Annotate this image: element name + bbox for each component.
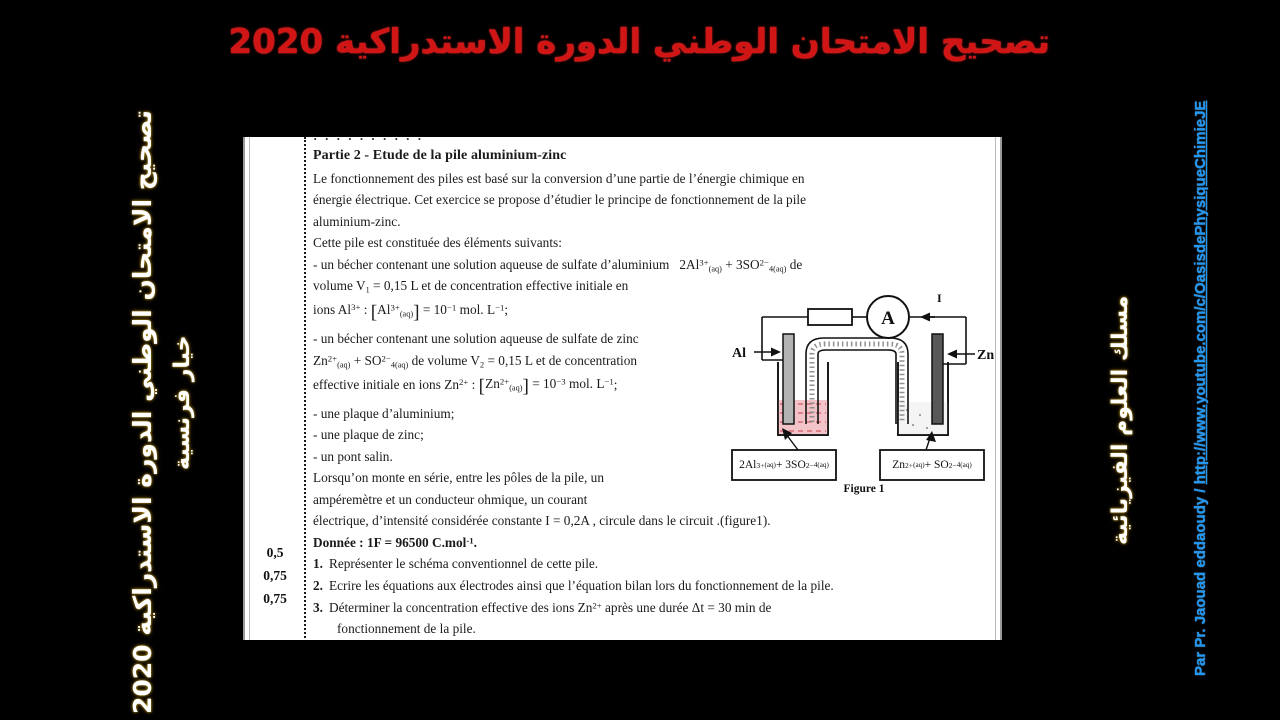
question-number-1: 1. — [313, 556, 323, 572]
volume-2-index: 2 — [480, 360, 485, 370]
box-right-symbol: Zn — [892, 459, 906, 471]
figure-caption: Figure 1 — [843, 483, 885, 495]
question-3-tail: de — [758, 599, 772, 615]
volume-2-value: = 0,15 L — [487, 352, 533, 368]
cut-off-text-line: · · · · · · · · · · — [313, 131, 424, 146]
label-zn-arrow — [947, 350, 975, 359]
bullet-aluminium-sulfate — [313, 254, 992, 276]
formula-aluminium-sulfate — [673, 257, 790, 272]
zn-conc-value: = 10 — [532, 376, 557, 392]
zn-conc-charge: 2+ — [499, 376, 510, 387]
bullet-al-lead: - un bécher contenant une solution aqueuse de sulfate d’aluminium — [313, 256, 670, 272]
al-conc-unit-exponent: −1 — [495, 302, 505, 313]
zn-bracket-close: ] — [522, 376, 529, 398]
current-label: I — [937, 291, 942, 305]
faraday-exponent: -1 — [466, 535, 474, 546]
data-line — [313, 532, 992, 554]
so4-charge: 2− — [759, 257, 769, 268]
electrode-left-label: Al — [732, 346, 746, 361]
bullet-al-tail: de — [789, 256, 803, 272]
zn-so4-state: 4(aq) — [390, 360, 409, 370]
question-3-zn-charge: 2+ — [592, 599, 602, 610]
al-conc-unit: mol. L — [459, 301, 496, 317]
zn-so4-charge: 2− — [381, 353, 391, 364]
zn-volume-text: de volume — [411, 352, 468, 368]
zn-bracket-open: [ — [478, 376, 486, 398]
intro-line-2: énergie électrique. Cet exercice se propose d’étudier le principe de fonctionnement de la pile — [313, 192, 806, 208]
question-3-mid: après une durée — [605, 599, 689, 615]
section-heading: Partie 2 - Etude de la pile aluminium-zinc — [313, 148, 567, 163]
zn-conc-exponent: −3 — [556, 376, 566, 387]
box-right-charge: 2+ — [905, 460, 914, 470]
mark-value-q2: 0,75 — [263, 568, 287, 583]
current-arrow — [920, 313, 935, 322]
bracket-close: ] — [413, 302, 420, 324]
question-3-duration: Δt = 30 min — [691, 599, 756, 615]
data-label: Donnée : — [313, 534, 364, 550]
volume-2-label — [470, 353, 532, 368]
credit-url[interactable]: http://www.youtube.com/c/OasisdePhysiqueChimieJE — [1192, 100, 1209, 485]
left-sidebar-main-text: تصحيح الامتحان الوطني الدورة الاستدراكية 2020 — [128, 109, 157, 714]
al-conc-semicolon: ; — [504, 301, 509, 317]
item-plate-zinc: - une plaque de zinc; — [313, 427, 424, 443]
page-title: تصحيح الامتحان الوطني الدورة الاستدراكية 2020 — [228, 22, 1050, 62]
volume-1-label — [313, 278, 418, 293]
exam-document-page — [243, 131, 1002, 640]
volume-1-index: 1 — [365, 285, 370, 295]
resistor-symbol — [808, 309, 852, 325]
al-conc-charge: 3+ — [390, 302, 400, 313]
author-credit-link[interactable] — [1192, 101, 1209, 676]
intro-line-4: Cette pile est constituée des éléments suivants: — [313, 235, 562, 251]
al-conc-symbol: Al — [377, 301, 391, 317]
question-row-3 — [313, 597, 992, 619]
al-colon: : — [363, 301, 368, 317]
intro-line-1: Le fonctionnement des piles est basé sur la conversion d’une partie de l’énergie chimique en — [313, 170, 805, 186]
label-al-arrow — [754, 348, 781, 357]
al-conc-state: (aq) — [399, 309, 414, 319]
al-ion-charge: 3+ — [351, 302, 361, 313]
credit-prefix: Par Pr. Jaouad eddaoudy / — [1192, 484, 1209, 676]
al-concentration-expression — [370, 301, 505, 324]
bracket-open: [ — [370, 302, 378, 324]
volume-1-trailing-text: et de concentration effective initiale en — [421, 278, 629, 294]
volume-1-symbol: volume V — [313, 278, 366, 294]
electrode-aluminium — [783, 334, 794, 424]
zn-formula-state: (aq) — [337, 360, 351, 370]
zn-conc-unit-exponent: −1 — [604, 376, 614, 387]
question-number-3: 3. — [313, 599, 323, 615]
box-left-charge: 3+ — [756, 460, 765, 470]
al-conc-value: = 10 — [422, 301, 447, 317]
marks-column-divider — [304, 137, 306, 638]
faraday-period: . — [473, 534, 477, 550]
zn-formula-plus: + SO — [353, 352, 382, 368]
box-right-so4-charge: 2− — [948, 460, 957, 470]
question-row-2 — [313, 575, 992, 597]
box-left-state: (aq) — [764, 461, 776, 469]
intro-line-3: aluminium-zinc. — [313, 213, 401, 229]
volume-2-symbol: V — [470, 352, 481, 368]
box-right-state: (aq) — [913, 461, 925, 469]
zn-ion-text: effective initiale en ions Zn — [313, 376, 459, 392]
zn-conc-unit: mol. L — [568, 376, 605, 392]
box-left-symbol: 2Al — [739, 459, 757, 471]
box-left-so4-state: 4(aq) — [813, 461, 829, 469]
zn-colon: : — [471, 376, 476, 392]
zn-formula-symbol: Zn — [313, 352, 328, 368]
mark-value-q3: 0,75 — [263, 591, 287, 606]
electrode-right-label: Zn — [977, 348, 995, 363]
al-formula-state: (aq) — [708, 264, 722, 274]
box-left-so4-charge: 2− — [805, 460, 814, 470]
question-3-lead: Déterminer la concentration effective des ions Zn — [328, 599, 593, 615]
al-ion-text: ions Al — [313, 301, 352, 317]
item-plate-aluminium: - une plaque d’aluminium; — [313, 405, 455, 421]
formula-zinc-sulfate — [313, 353, 408, 368]
question-number-2: 2. — [313, 578, 323, 594]
question-text-3 — [329, 597, 771, 619]
zn-concentration-expression — [478, 376, 614, 398]
circuit-line-3: électrique, d’intensité considérée constante I = 0,2A , circule dans le circuit .(figure1). — [313, 513, 771, 529]
zn-formula-charge: 2+ — [327, 353, 338, 364]
question-text-2: Ecrire les équations aux électrodes ainsi que l’équation bilan lors du fonctionnement de la pile. — [328, 578, 834, 594]
zn-conc-symbol: Zn — [485, 376, 500, 392]
volume-1-value: = 0,15 L — [373, 278, 419, 294]
al-formula-symbol: 2Al — [679, 256, 700, 272]
left-sidebar-sub-text: خيار فرنسية — [170, 335, 195, 470]
formula-left-text — [732, 452, 836, 478]
figure-1-circuit-diagram — [730, 282, 998, 497]
right-sidebar-track-text: مسلك العلوم الفيزيائية — [1108, 295, 1133, 545]
box-left-plus: + 3SO — [775, 459, 806, 471]
al-formula-plus: + 3SO — [725, 256, 760, 272]
circuit-line-2: ampéremètre et un conducteur ohmique, un courant — [313, 491, 588, 507]
item-salt-bridge: - un pont salin. — [313, 448, 393, 464]
bullet-zinc-sulfate: - un bécher contenant une solution aqueuse de sulfate de zinc — [313, 331, 639, 347]
formula-right-text — [880, 452, 984, 478]
ammeter-label: A — [881, 308, 895, 329]
al-conc-exponent: −1 — [446, 302, 457, 313]
data-value — [367, 535, 477, 550]
electrode-zinc — [932, 334, 943, 424]
question-row-1 — [313, 553, 992, 575]
question-text-1: Représenter le schéma conventionnel de cette pile. — [328, 556, 599, 572]
mark-value-q1: 0,5 — [266, 545, 284, 560]
zn-conc-semicolon: ; — [613, 376, 618, 392]
zn-ion-charge: 2+ — [458, 376, 469, 387]
box-right-so4-state: 4(aq) — [956, 461, 972, 469]
so4-state: 4(aq) — [769, 264, 787, 274]
al-formula-charge: 3+ — [699, 257, 709, 268]
volume-2-trailing-text: et de concentration — [535, 352, 638, 368]
box-right-plus: + SO — [924, 459, 949, 471]
faraday-value: 1F = 96500 C.mol — [366, 534, 467, 550]
zn-conc-state: (aq) — [509, 383, 523, 393]
question-3-line-2: fonctionnement de la pile. — [337, 621, 476, 637]
circuit-line-1: Lorsqu’on monte en série, entre les pôles de la pile, un — [313, 470, 604, 486]
